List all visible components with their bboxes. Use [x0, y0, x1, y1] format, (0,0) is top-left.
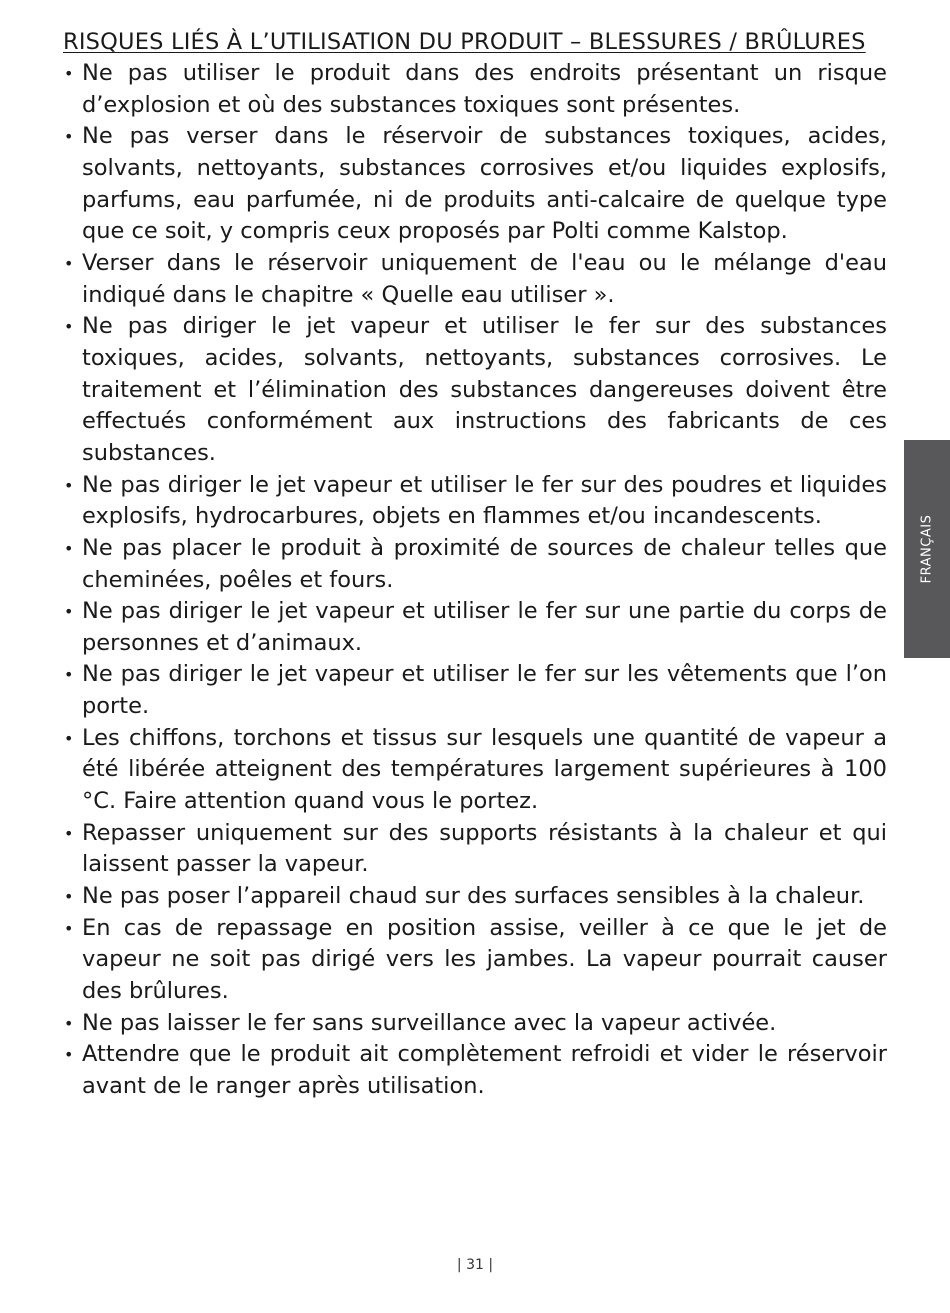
list-item	[63, 533, 887, 596]
list-item-text: Ne pas utiliser le produit dans des endroits présentant un risque d’explosion et où des substances toxiques sont présentes.	[82, 60, 887, 118]
list-item	[63, 596, 887, 659]
list-item	[63, 1008, 887, 1040]
bullet-icon: •	[64, 1013, 74, 1033]
bullet-icon: •	[64, 127, 74, 147]
bullet-icon: •	[64, 538, 74, 558]
bullet-icon: •	[64, 665, 74, 685]
list-item	[63, 881, 887, 913]
bullet-icon: •	[64, 887, 74, 907]
list-item	[63, 723, 887, 818]
language-tab	[904, 440, 950, 658]
bullet-icon: •	[64, 602, 74, 622]
document-body	[63, 26, 887, 1103]
list-item	[63, 913, 887, 1008]
list-item-text: Ne pas diriger le jet vapeur et utiliser le fer sur une partie du corps de personnes et d’animaux.	[82, 598, 887, 656]
list-item	[63, 311, 887, 469]
list-item-text: Verser dans le réservoir uniquement de l'eau ou le mélange d'eau indiqué dans le chapitre « Quelle eau utiliser ».	[82, 249, 887, 308]
bullet-icon: •	[64, 475, 74, 495]
list-item-text: Repasser uniquement sur des supports résistants à la chaleur et qui laissent passer la vapeur.	[82, 819, 887, 878]
list-item	[63, 248, 887, 311]
list-item	[63, 1039, 887, 1102]
list-item-text: Ne pas diriger le jet vapeur et utiliser le fer sur les vêtements que l’on porte.	[82, 661, 887, 720]
bullet-icon: •	[64, 728, 74, 748]
list-item	[63, 58, 887, 121]
list-item-text: Ne pas placer le produit à proximité de sources de chaleur telles que cheminées, poêles et fours.	[82, 534, 887, 593]
bullet-icon: •	[64, 64, 74, 83]
list-item	[63, 121, 887, 248]
page-number: | 31 |	[456, 1257, 494, 1273]
bullet-icon: •	[64, 1045, 74, 1065]
language-tab-label: FRANÇAIS	[919, 514, 935, 584]
list-item	[63, 659, 887, 722]
list-item-text: Ne pas diriger le jet vapeur et utiliser le fer sur des substances toxiques, acides, solvants, nettoyants, substances corrosives. Le traitement et l’élimination des substances dangereuses doivent être effectués conformément aux instructions des fabricants de ces substances.	[82, 313, 887, 466]
bullet-icon: •	[64, 253, 74, 273]
bullet-icon: •	[64, 823, 74, 843]
list-item-text: Ne pas poser l’appareil chaud sur des surfaces sensibles à la chaleur.	[82, 883, 865, 910]
list-item-text: Ne pas laisser le fer sans surveillance avec la vapeur activée.	[82, 1009, 777, 1036]
section-heading: RISQUES LIÉS À L’UTILISATION DU PRODUIT – BLESSURES / BRÛLURES	[63, 29, 866, 55]
list-item-text: Les chiffons, torchons et tissus sur lesquels une quantité de vapeur a été libérée atteignent des températures largement supérieures à 100 °C. Faire attention quand vous le portez.	[82, 724, 887, 815]
bullet-icon: •	[64, 918, 74, 938]
list-item-text: En cas de repassage en position assise, veiller à ce que le jet de vapeur ne soit pas dirigé vers les jambes. La vapeur pourrait causer des brûlures.	[82, 914, 887, 1005]
bullet-icon: •	[64, 317, 74, 337]
list-item	[63, 818, 887, 881]
list-item-text: Attendre que le produit ait complètement refroidi et vider le réservoir avant de le ranger après utilisation.	[82, 1041, 887, 1099]
list-item-text: Ne pas verser dans le réservoir de substances toxiques, acides, solvants, nettoyants, substances corrosives et/ou liquides explosifs, parfums, eau parfumée, ni de produits anti-calcaire de quelque type que ce soit, y compris ceux proposés par Polti comme Kalstop.	[82, 123, 887, 245]
list-item-text: Ne pas diriger le jet vapeur et utiliser le fer sur des poudres et liquides explosifs, hydrocarbures, objets en flammes et/ou incandescents.	[82, 471, 887, 530]
list-item	[63, 470, 887, 533]
safety-rules-list	[63, 58, 887, 1103]
